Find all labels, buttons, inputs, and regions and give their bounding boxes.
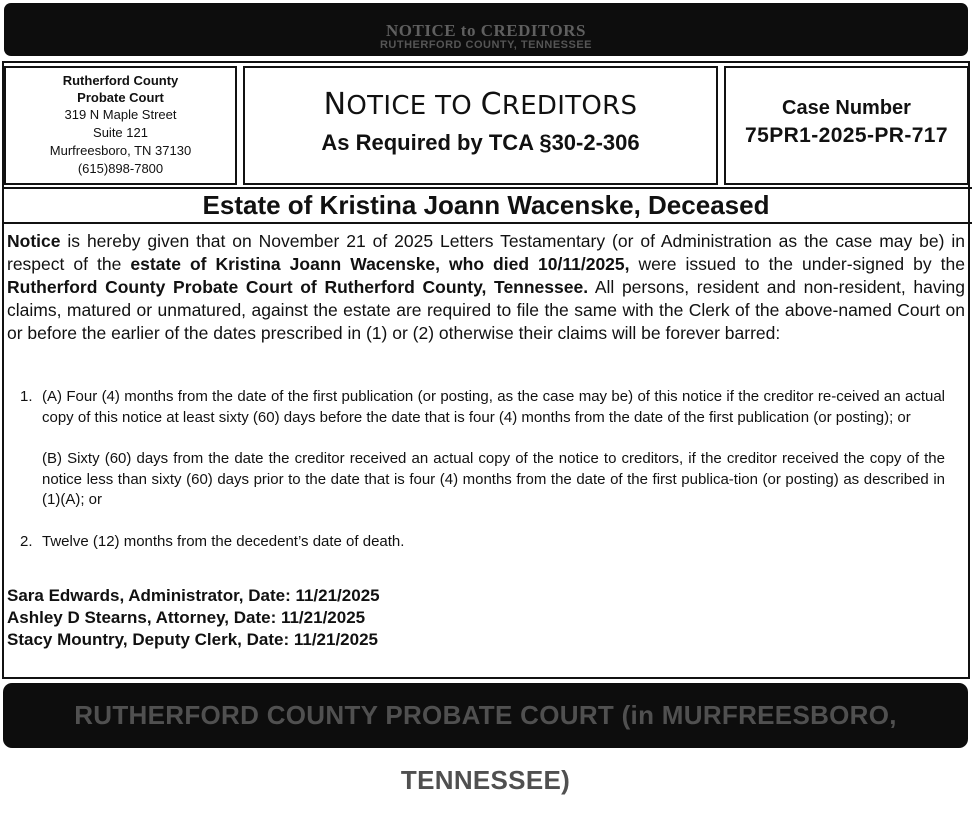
notice-text-3: All persons, resident and non-resident, having claims, matured or unmatured, against the estate are required to file the same with the Clerk of the above-named Court on or before the earlier of the dates prescribed in (1) or (2) otherwise their claims will be forever barred: (7, 277, 965, 343)
court-address-line1: 319 N Maple Street (64, 107, 177, 122)
signatures (7, 585, 380, 651)
list-item-number: 2. (20, 532, 33, 550)
claim-deadlines-list (20, 387, 945, 552)
case-number: 75PR1-2025-PR-717 (745, 124, 948, 147)
court-address-line2: Suite 121 (93, 125, 148, 140)
list-item (20, 387, 945, 511)
title-cap-c: C (480, 87, 502, 122)
estate-title: Estate of Kristina Joann Wacenske, Deceased (202, 190, 770, 220)
notice-text-2: were issued to the under-signed by the (629, 254, 965, 274)
list-item-text-b: (B) Sixty (60) days from the date the creditor received an actual copy of the notice to creditors, if the creditor received the copy of the notice less than sixty (60) days prior to the date that is four (4) months from the date of the first publica-tion (or posting) as described in (1)(A); or (42, 450, 945, 508)
notice-court: Rutherford County Probate Court of Rutherford County, Tennessee. (7, 277, 589, 297)
list-item (20, 532, 945, 553)
court-name-line1: Rutherford County (62, 73, 179, 88)
signature-administrator: Sara Edwards, Administrator, Date: 11/21/2025 (7, 586, 380, 605)
court-phone: (615)898-7800 (77, 161, 164, 176)
court-name-line2: Probate Court (77, 90, 164, 105)
title-part-1: OTICE TO (346, 91, 481, 121)
title-cap-n: N (323, 87, 347, 122)
case-number-box (724, 66, 969, 185)
list-item-text-a: Twelve (12) months from the decedent’s date of death. (42, 532, 405, 550)
list-item-number: 1. (20, 388, 33, 405)
top-banner (4, 3, 968, 56)
notice-lead: Notice (7, 231, 61, 251)
court-city-line: Murfreesboro, TN 37130 (49, 143, 192, 158)
banner-subtitle: RUTHERFORD COUNTY, TENNESSEE (379, 39, 593, 51)
notice-subtitle: As Required by TCA §30-2-306 (321, 130, 640, 155)
signature-attorney: Ashley D Stearns, Attorney, Date: 11/21/2025 (7, 608, 366, 627)
case-number-label: Case Number (782, 97, 911, 119)
footer-banner: RUTHERFORD COUNTY PROBATE COURT (in MURFREESBORO, TENNESSEE) (3, 683, 968, 748)
banner-title: NOTICE to CREDITORS (385, 21, 586, 40)
notice-paragraph (7, 230, 965, 345)
court-info-box (4, 66, 237, 185)
signature-deputy-clerk: Stacy Mountry, Deputy Clerk, Date: 11/21/2025 (7, 630, 379, 649)
notice-title-box (243, 66, 718, 185)
notice-title (245, 87, 716, 122)
notice-estate: estate of Kristina Joann Wacenske, who died 10/11/2025, (130, 254, 630, 274)
title-part-2: REDITORS (501, 91, 638, 121)
divider-bottom (2, 222, 972, 224)
notice-text-1: is hereby given that on November 21 of 2025 Letters Testamentary (or of Administration as the case may be) in respect of the (7, 231, 965, 274)
list-item-text-a: (A) Four (4) months from the date of the first publication (or posting, as the case may be) of this notice if the creditor re-ceived an actual copy of this notice at least sixty (60) days before the date that is four (4) months from the date of the first publication (or posting); or (42, 388, 945, 426)
